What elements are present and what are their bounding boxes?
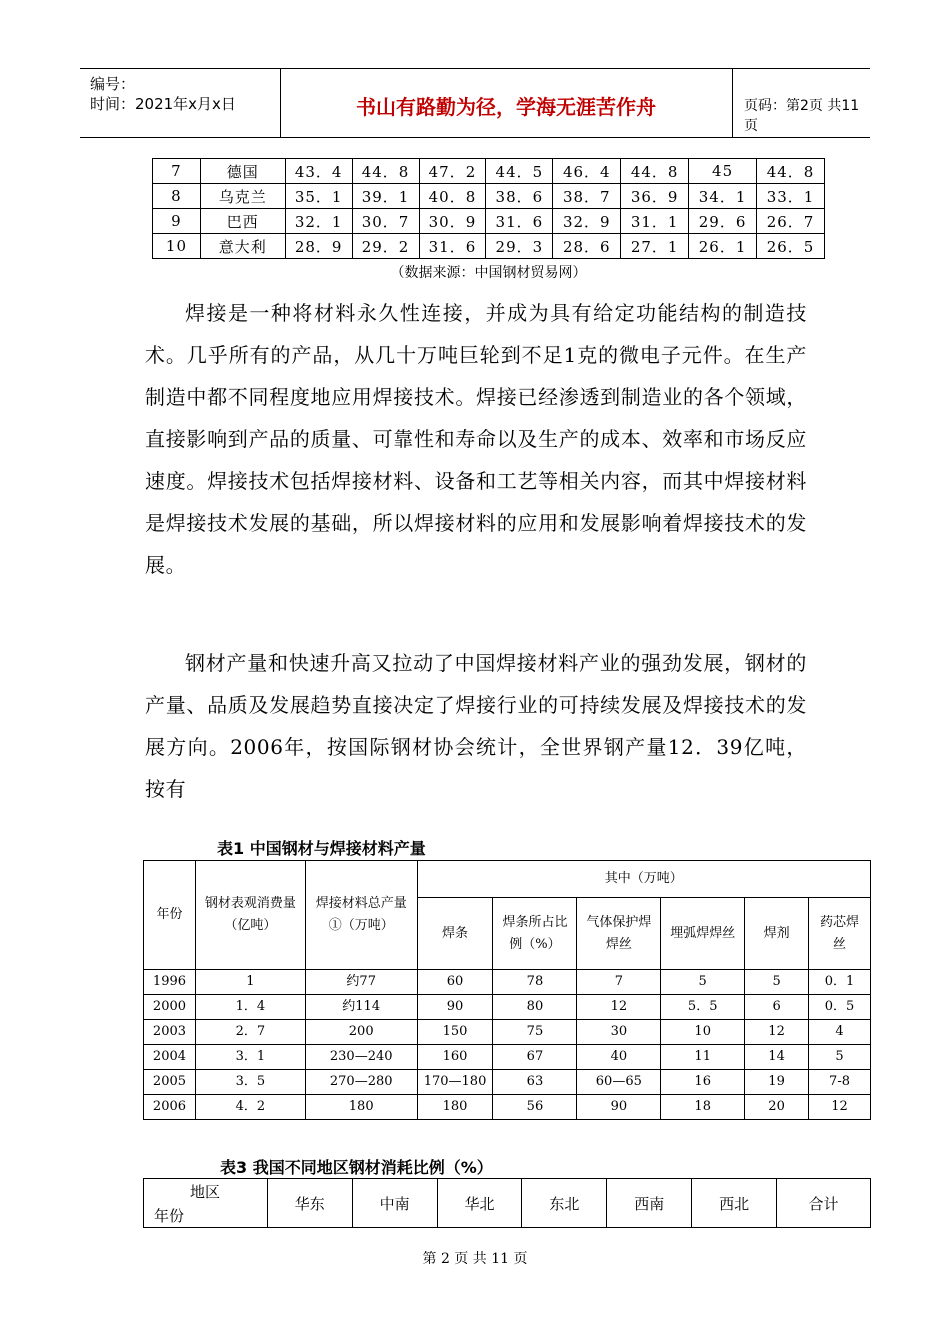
page-header bbox=[80, 68, 870, 138]
table-cell: 7 bbox=[577, 970, 661, 995]
number-label: 编号： bbox=[90, 75, 136, 93]
table-cell: 67 bbox=[493, 1045, 577, 1070]
region-header: 西南 bbox=[607, 1179, 692, 1228]
table-cell: 26．7 bbox=[757, 209, 825, 234]
table-cell: 170—180 bbox=[417, 1070, 493, 1095]
table-cell: 1 bbox=[195, 970, 305, 995]
page-label: 页码：第2页 共11页 bbox=[744, 98, 860, 134]
corner-region-label: 地区 bbox=[190, 1183, 221, 1201]
table-cell: 75 bbox=[493, 1020, 577, 1045]
table-cell: 40 bbox=[577, 1045, 661, 1070]
table-cell: 150 bbox=[417, 1020, 493, 1045]
source-note: （数据来源：中国钢材贸易网） bbox=[390, 265, 587, 281]
table-cell: 1996 bbox=[144, 970, 196, 995]
region-header: 中南 bbox=[352, 1179, 437, 1228]
table-cell: 27．1 bbox=[621, 234, 689, 259]
table-cell: 60—65 bbox=[577, 1070, 661, 1095]
table-cell: 29．2 bbox=[352, 234, 419, 259]
table-cell: 2000 bbox=[144, 995, 196, 1020]
table-cell: 2003 bbox=[144, 1020, 196, 1045]
header-motto-cell bbox=[280, 69, 733, 137]
table-row bbox=[144, 1020, 871, 1045]
table-cell: 4．2 bbox=[195, 1095, 305, 1120]
table-cell: 78 bbox=[493, 970, 577, 995]
table-cell: 34．1 bbox=[689, 184, 757, 209]
table-cell: 29．6 bbox=[689, 209, 757, 234]
table-cell: 4 bbox=[809, 1020, 871, 1045]
table-cell: 46．4 bbox=[553, 159, 621, 184]
table-cell: 11 bbox=[661, 1045, 745, 1070]
table-cell: 40．8 bbox=[419, 184, 486, 209]
table-cell: 9 bbox=[153, 209, 201, 234]
subheader-cell: 焊条 bbox=[417, 898, 493, 970]
table-cell: 0．5 bbox=[809, 995, 871, 1020]
header-info-cell bbox=[80, 69, 281, 137]
table-cell: 16 bbox=[661, 1070, 745, 1095]
table-cell: 31．6 bbox=[419, 234, 486, 259]
table3-caption: 表3 我国不同地区钢材消耗比例（%） bbox=[220, 1158, 493, 1177]
table-cell: 巴西 bbox=[200, 209, 285, 234]
table-cell: 18 bbox=[661, 1095, 745, 1120]
table1-caption: 表1 中国钢材与焊接材料产量 bbox=[217, 839, 426, 858]
table-row bbox=[153, 184, 825, 209]
table-cell: 约77 bbox=[305, 970, 417, 995]
page-footer: 第 2 页 共 11 页 bbox=[422, 1251, 528, 1267]
table-cell: 2．7 bbox=[195, 1020, 305, 1045]
table-cell: 2004 bbox=[144, 1045, 196, 1070]
table-cell: 5．5 bbox=[661, 995, 745, 1020]
table-cell: 约114 bbox=[305, 995, 417, 1020]
table-cell: 28．6 bbox=[553, 234, 621, 259]
header-steel-consumption: 钢材表观消费量（亿吨） bbox=[195, 861, 305, 970]
table-cell: 44．5 bbox=[486, 159, 553, 184]
table-cell: 80 bbox=[493, 995, 577, 1020]
table-cell: 38．7 bbox=[553, 184, 621, 209]
table-cell: 43．4 bbox=[285, 159, 352, 184]
region-header: 华北 bbox=[437, 1179, 522, 1228]
table-row bbox=[153, 159, 825, 184]
table-cell: 38．6 bbox=[486, 184, 553, 209]
table-cell: 44．8 bbox=[757, 159, 825, 184]
table-cell: 56 bbox=[493, 1095, 577, 1120]
table-cell: 180 bbox=[417, 1095, 493, 1120]
table-cell: 33．1 bbox=[757, 184, 825, 209]
table-cell: 意大利 bbox=[200, 234, 285, 259]
table-cell: 3．5 bbox=[195, 1070, 305, 1095]
table-cell: 5 bbox=[661, 970, 745, 995]
subheader-cell: 药芯焊丝 bbox=[809, 898, 871, 970]
steel-ranking-table bbox=[152, 158, 825, 259]
table-row bbox=[144, 970, 871, 995]
header-page-cell bbox=[732, 69, 870, 137]
region-header: 东北 bbox=[522, 1179, 607, 1228]
table-cell: 39．1 bbox=[352, 184, 419, 209]
table-cell: 35．1 bbox=[285, 184, 352, 209]
table-cell: 160 bbox=[417, 1045, 493, 1070]
corner-year-label: 年份 bbox=[154, 1207, 185, 1225]
table-cell: 47．2 bbox=[419, 159, 486, 184]
table-cell: 30．7 bbox=[352, 209, 419, 234]
table-cell: 12 bbox=[745, 1020, 809, 1045]
steel-welding-output-table bbox=[143, 860, 871, 1120]
table-cell: 5 bbox=[809, 1045, 871, 1070]
table-cell: 32．9 bbox=[553, 209, 621, 234]
table-cell: 180 bbox=[305, 1095, 417, 1120]
regional-steel-consumption-table bbox=[143, 1178, 871, 1228]
table-cell: 2005 bbox=[144, 1070, 196, 1095]
table-cell: 7 bbox=[153, 159, 201, 184]
table-row bbox=[153, 234, 825, 259]
subheader-cell: 焊条所占比例（%） bbox=[493, 898, 577, 970]
table-cell: 2006 bbox=[144, 1095, 196, 1120]
table-cell: 44．8 bbox=[352, 159, 419, 184]
table-cell: 36．9 bbox=[621, 184, 689, 209]
table-cell: 14 bbox=[745, 1045, 809, 1070]
table-cell: 7-8 bbox=[809, 1070, 871, 1095]
table-cell: 德国 bbox=[200, 159, 285, 184]
table-cell: 0．1 bbox=[809, 970, 871, 995]
table-cell: 12 bbox=[809, 1095, 871, 1120]
table-cell: 19 bbox=[745, 1070, 809, 1095]
table-cell: 10 bbox=[153, 234, 201, 259]
header-of-which: 其中（万吨） bbox=[417, 861, 870, 898]
table-cell: 乌克兰 bbox=[200, 184, 285, 209]
table-cell: 5 bbox=[745, 970, 809, 995]
subheader-cell: 埋弧焊焊丝 bbox=[661, 898, 745, 970]
table-row bbox=[153, 209, 825, 234]
table-cell: 26．5 bbox=[757, 234, 825, 259]
table-row bbox=[144, 1095, 871, 1120]
table-row bbox=[144, 1070, 871, 1095]
table-cell: 200 bbox=[305, 1020, 417, 1045]
table-cell: 28．9 bbox=[285, 234, 352, 259]
header-year: 年份 bbox=[144, 861, 196, 970]
table-cell: 3．1 bbox=[195, 1045, 305, 1070]
table-cell: 230—240 bbox=[305, 1045, 417, 1070]
corner-cell bbox=[144, 1179, 268, 1228]
paragraph-text: 焊接是一种将材料永久性连接，并成为具有给定功能结构的制造技术。几乎所有的产品，从几十万吨巨轮到不足1克的微电子元件。在生产制造中都不同程度地应用焊接技术。焊接已经渗透到制造业的各个领域，直接影响到产品的质量、可靠性和寿命以及生产的成本、效率和市场反应速度。焊接技术包括焊接材料、设备和工艺等相关内容，而其中焊接材料是焊接技术发展的基础，所以焊接材料的应用和发展影响着焊接技术的发展。 bbox=[145, 301, 807, 577]
table-cell: 90 bbox=[417, 995, 493, 1020]
header-welding-total: 焊接材料总产量①（万吨） bbox=[305, 861, 417, 970]
table-cell: 29．3 bbox=[486, 234, 553, 259]
table-cell: 6 bbox=[745, 995, 809, 1020]
table-row bbox=[144, 995, 871, 1020]
region-header: 华东 bbox=[267, 1179, 352, 1228]
table-cell: 26．1 bbox=[689, 234, 757, 259]
table-cell: 12 bbox=[577, 995, 661, 1020]
table-cell: 20 bbox=[745, 1095, 809, 1120]
subheader-cell: 气体保护焊焊丝 bbox=[577, 898, 661, 970]
table-cell: 8 bbox=[153, 184, 201, 209]
table-cell: 90 bbox=[577, 1095, 661, 1120]
table-cell: 10 bbox=[661, 1020, 745, 1045]
table-cell: 63 bbox=[493, 1070, 577, 1095]
table-cell: 32．1 bbox=[285, 209, 352, 234]
region-header: 西北 bbox=[692, 1179, 777, 1228]
table-cell: 30 bbox=[577, 1020, 661, 1045]
table-cell: 31．6 bbox=[486, 209, 553, 234]
subheader-cell: 焊剂 bbox=[745, 898, 809, 970]
table-cell: 31．1 bbox=[621, 209, 689, 234]
table-cell: 60 bbox=[417, 970, 493, 995]
table-cell: 45 bbox=[689, 159, 757, 184]
time-label: 时间：2021年x月x日 bbox=[90, 95, 236, 113]
paragraph-2 bbox=[145, 642, 807, 810]
paragraph-text: 钢材产量和快速升高又拉动了中国焊接材料产业的强劲发展，钢材的产量、品质及发展趋势直接决定了焊接行业的可持续发展及焊接技术的发展方向。2006年，按国际钢材协会统计，全世界钢产量12．39亿吨，按有 bbox=[145, 651, 807, 801]
table-row bbox=[144, 1045, 871, 1070]
table-cell: 1．4 bbox=[195, 995, 305, 1020]
table-cell: 30．9 bbox=[419, 209, 486, 234]
region-header: 合计 bbox=[777, 1179, 871, 1228]
paragraph-1 bbox=[145, 292, 807, 586]
motto: 书山有路勤为径，学海无涯苦作舟 bbox=[356, 95, 656, 119]
table-cell: 270—280 bbox=[305, 1070, 417, 1095]
table-cell: 44．8 bbox=[621, 159, 689, 184]
